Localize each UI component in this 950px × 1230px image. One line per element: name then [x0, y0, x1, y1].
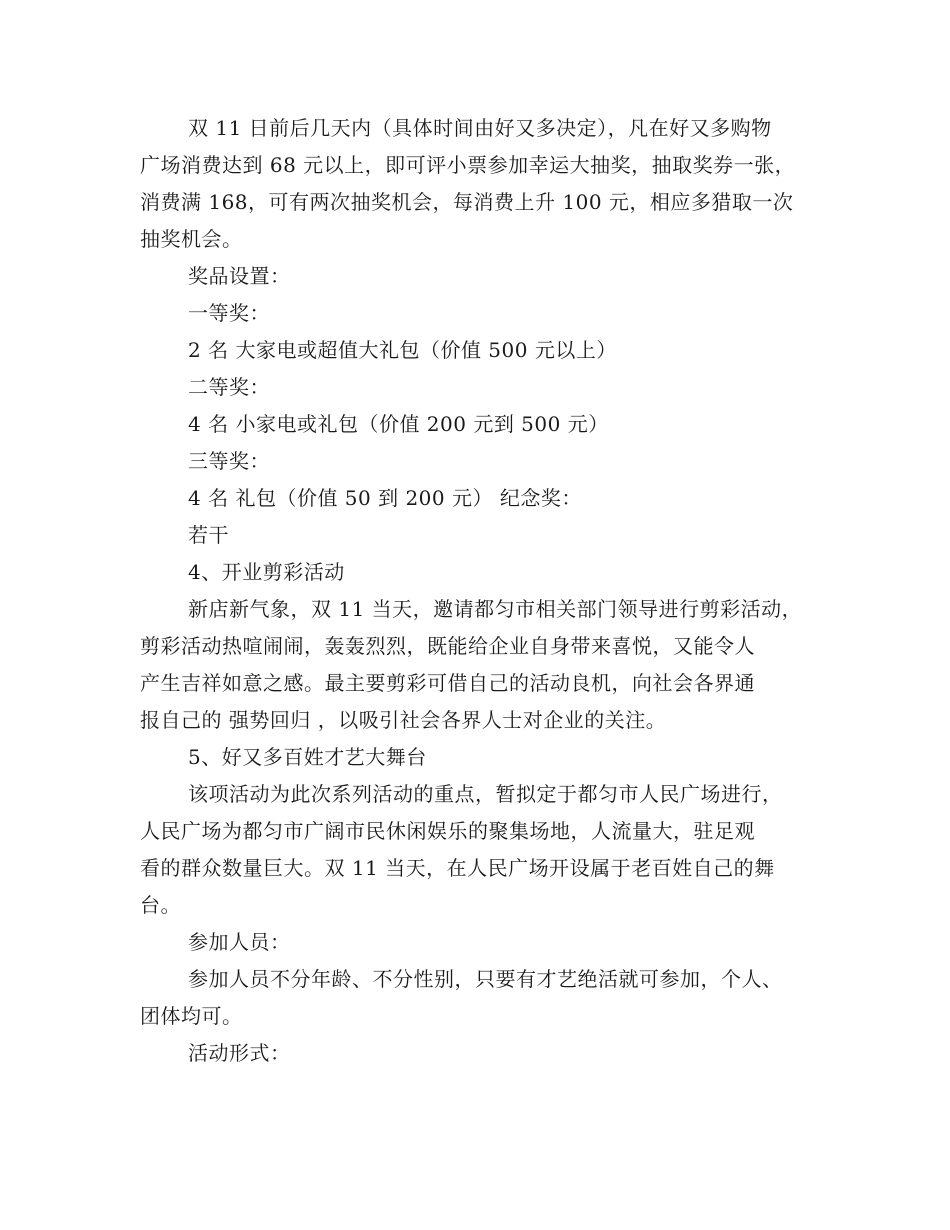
section-label: 参加人员：: [188, 930, 291, 954]
prize-tier-label: 三等奖：: [188, 449, 270, 473]
paragraph-line: 报自己的 强势回归 ，以吸引社会各界人士对企业的关注。: [140, 708, 667, 732]
prize-detail: 若干: [188, 523, 229, 547]
paragraph-line: 广场消费达到 68 元以上，即可评小票参加幸运大抽奖，抽取奖券一张，: [140, 153, 796, 177]
section-label: 活动形式：: [188, 1041, 291, 1065]
paragraph-line: 产生吉祥如意之感。最主要剪彩可借自己的活动良机，向社会各界通: [140, 671, 755, 695]
prize-detail: 2 名 大家电或超值大礼包（价值 500 元以上）: [188, 338, 617, 362]
paragraph-line: 该项活动为此次系列活动的重点，暂拟定于都匀市人民广场进行，: [188, 782, 783, 806]
paragraph-line: 看的群众数量巨大。双 11 当天，在人民广场开设属于老百姓自己的舞: [140, 856, 775, 880]
paragraph-line: 参加人员不分年龄、不分性别，只要有才艺绝活就可参加，个人、: [188, 967, 783, 991]
paragraph-line: 人民广场为都匀市广阔市民休闲娱乐的聚集场地，人流量大，驻足观: [140, 819, 755, 843]
paragraph-line: 消费满 168，可有两次抽奖机会，每消费上升 100 元，相应多猎取一次: [140, 190, 794, 214]
paragraph-line: 团体均可。: [140, 1004, 243, 1028]
paragraph-line: 台。: [140, 893, 181, 917]
prize-detail: 4 名 小家电或礼包（价值 200 元到 500 元）: [188, 412, 609, 436]
prize-tier-label: 一等奖：: [188, 301, 270, 325]
paragraph-line: 剪彩活动热喧闹闹，轰轰烈烈，既能给企业自身带来喜悦，又能令人: [140, 634, 755, 658]
section-heading: 5、好又多百姓才艺大舞台: [188, 745, 427, 769]
paragraph-line: 双 11 日前后几天内（具体时间由好又多决定），凡在好又多购物: [188, 116, 772, 140]
prize-tier-label: 二等奖：: [188, 375, 270, 399]
paragraph-line: 抽奖机会。: [140, 227, 243, 251]
section-heading: 4、开业剪彩活动: [188, 560, 345, 584]
section-label: 奖品设置：: [188, 264, 291, 288]
prize-detail: 4 名 礼包（价值 50 到 200 元） 纪念奖：: [188, 486, 582, 510]
paragraph-line: 新店新气象，双 11 当天，邀请都匀市相关部门领导进行剪彩活动，: [188, 597, 803, 621]
